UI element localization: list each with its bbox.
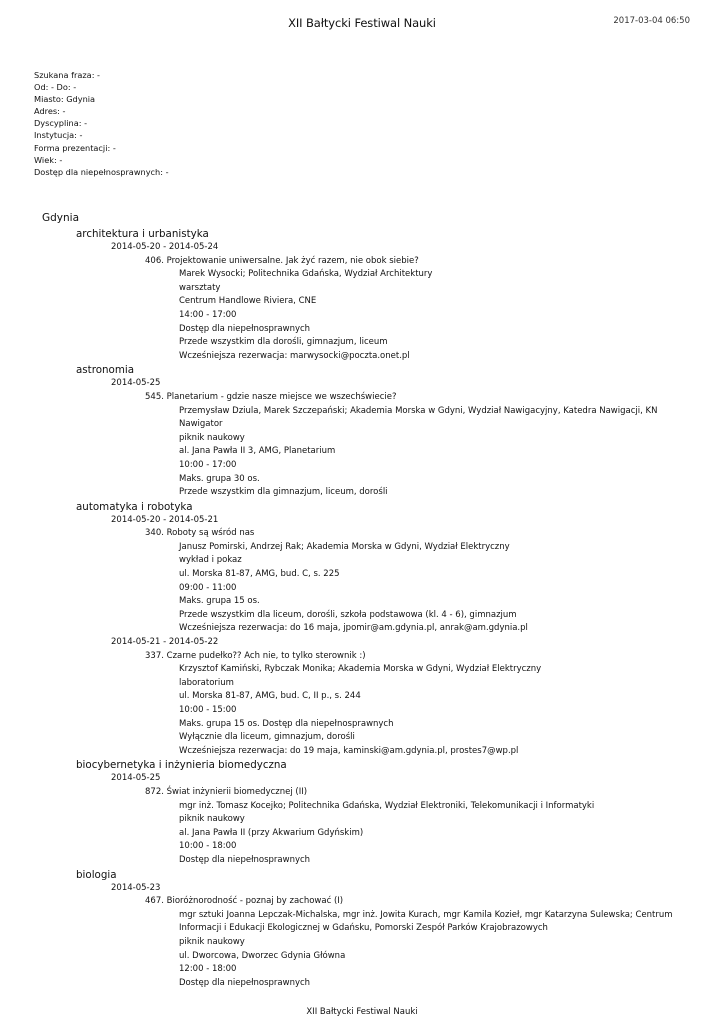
event-detail: piknik naukowy: [179, 814, 245, 825]
date-range: 2014-05-20 - 2014-05-21: [111, 514, 219, 525]
event-detail: Marek Wysocki; Politechnika Gdańska, Wydział Architektury: [179, 269, 433, 280]
document-title: XII Bałtycki Festiwal Nauki: [288, 16, 436, 30]
date-range: 2014-05-25: [111, 773, 161, 784]
event-detail: Wcześniejsza rezerwacja: marwysocki@poczta.onet.pl: [179, 350, 410, 361]
event-title: 545. Planetarium - gdzie nasze miejsce we wszechświecie?: [145, 391, 397, 402]
event-detail: warsztaty: [179, 282, 221, 293]
event-detail: Maks. grupa 15 os. Dostęp dla niepełnosprawnych: [179, 718, 394, 729]
event-detail: piknik naukowy: [179, 432, 245, 443]
criteria-line: Wiek: -: [34, 154, 63, 165]
category-heading: biocybernetyka i inżynieria biomedyczna: [76, 759, 287, 772]
event-detail: Przede wszystkim dla gimnazjum, liceum, dorośli: [179, 487, 388, 498]
category-heading: automatyka i robotyka: [76, 500, 193, 513]
event-detail: 09:00 - 11:00: [179, 582, 237, 593]
criteria-line: Adres: -: [34, 106, 66, 117]
event-detail: Przemysław Dziula, Marek Szczepański; Akademia Morska w Gdyni, Wydział Nawigacyjny, Katedra Nawigacji, KN Nawigator: [179, 405, 658, 430]
event-listing: [0, 227, 724, 990]
event-title: 340. Roboty są wśród nas: [145, 528, 255, 539]
event-detail: Janusz Pomirski, Andrzej Rak; Akademia Morska w Gdyni, Wydział Elektryczny: [179, 541, 510, 552]
criteria-line: Dyscyplina: -: [34, 118, 88, 129]
criteria-line: Od: - Do: -: [34, 82, 77, 93]
category-heading: architektura i urbanistyka: [76, 228, 209, 240]
event-detail: mgr sztuki Joanna Lepczak-Michalska, mgr inż. Jowita Kurach, mgr Kamila Kozieł, mgr Katarzyna Sulewska; Centrum Informacji i Edukacji Ekologicznej w Gdańsku, Pomorski Zespół Parków Krajobrazowych: [179, 909, 673, 934]
city-heading: Gdynia: [42, 212, 80, 224]
event-detail: Przede wszystkim dla liceum, dorośli, szkoła podstawowa (kl. 4 - 6), gimnazjum: [179, 609, 517, 620]
event-detail: ul. Morska 81-87, AMG, bud. C, s. 225: [179, 569, 340, 580]
event-detail: laboratorium: [179, 677, 234, 688]
event-detail: piknik naukowy: [179, 936, 245, 947]
criteria-line: Dostęp dla niepełnosprawnych: -: [34, 166, 169, 177]
category-heading: biologia: [76, 868, 117, 881]
date-range: 2014-05-23: [111, 882, 161, 893]
event-detail: Krzysztof Kamiński, Rybczak Monika; Akademia Morska w Gdyni, Wydział Elektryczny: [179, 664, 542, 675]
event-detail: Przede wszystkim dla dorośli, gimnazjum, liceum: [179, 337, 388, 348]
event-detail: Maks. grupa 30 os.: [179, 473, 260, 484]
event-detail: al. Jana Pawła II 3, AMG, Planetarium: [179, 446, 336, 457]
criteria-line: Forma prezentacji: -: [34, 142, 116, 153]
event-detail: ul. Dworcowa, Dworzec Gdynia Główna: [179, 950, 346, 961]
criteria-line: Instytucja: -: [34, 130, 83, 141]
page-footer: XII Bałtycki Festiwal Nauki: [306, 1007, 418, 1017]
criteria-line: Miasto: Gdynia: [34, 94, 96, 105]
date-range: 2014-05-25: [111, 378, 161, 389]
event-detail: Maks. grupa 15 os.: [179, 596, 260, 607]
criteria-line: Szukana fraza: -: [34, 70, 101, 80]
event-detail: 14:00 - 17:00: [179, 309, 237, 320]
event-detail: mgr inż. Tomasz Kocejko; Politechnika Gdańska, Wydział Elektroniki, Telekomunikacji i Informatyki: [179, 800, 595, 811]
event-title: 337. Czarne pudełko?? Ach nie, to tylko sterownik :): [145, 650, 366, 661]
date-range: 2014-05-20 - 2014-05-24: [111, 242, 219, 252]
event-title: 467. Bioróżnorodność - poznaj by zachować (I): [145, 896, 344, 907]
event-detail: Dostęp dla niepełnosprawnych: [179, 977, 311, 988]
event-detail: Dostęp dla niepełnosprawnych: [179, 323, 311, 334]
date-range: 2014-05-21 - 2014-05-22: [111, 637, 219, 648]
category-heading: astronomia: [76, 364, 135, 377]
event-detail: wykład i pokaz: [179, 555, 242, 566]
event-detail: 10:00 - 15:00: [179, 705, 237, 715]
event-detail: al. Jana Pawła II (przy Akwarium Gdyńskim): [179, 827, 364, 838]
event-title: 872. Świat inżynierii biomedycznej (II): [145, 786, 308, 797]
search-criteria: [34, 69, 169, 178]
event-detail: 12:00 - 18:00: [179, 964, 237, 975]
event-detail: ul. Morska 81-87, AMG, bud. C, II p., s. 244: [179, 691, 361, 702]
event-title: 406. Projektowanie uniwersalne. Jak żyć razem, nie obok siebie?: [145, 255, 419, 266]
event-detail: 10:00 - 17:00: [179, 459, 237, 470]
event-detail: Wcześniejsza rezerwacja: do 19 maja, kaminski@am.gdynia.pl, prostes7@wp.pl: [179, 745, 519, 756]
event-detail: Dostęp dla niepełnosprawnych: [179, 854, 311, 865]
event-detail: Wcześniejsza rezerwacja: do 16 maja, jpomir@am.gdynia.pl, anrak@am.gdynia.pl: [179, 623, 528, 634]
print-timestamp: 2017-03-04 06:50: [613, 16, 690, 26]
event-detail: Centrum Handlowe Riviera, CNE: [179, 296, 317, 307]
event-detail: 10:00 - 18:00: [179, 841, 237, 852]
event-detail: Wyłącznie dla liceum, gimnazjum, dorośli: [179, 732, 355, 743]
